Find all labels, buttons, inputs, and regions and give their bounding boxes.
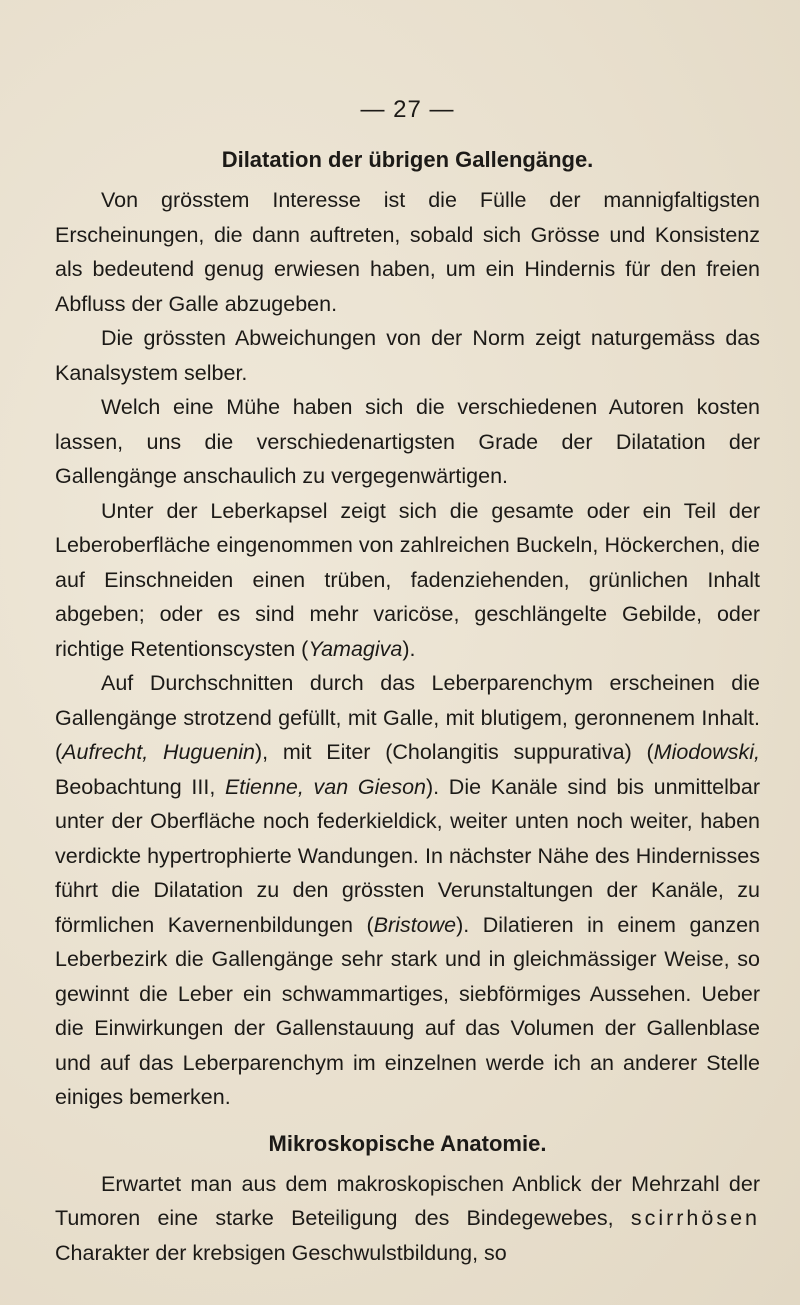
paragraph-1: Von grösstem Interesse ist die Fülle der mannigfaltigsten Erscheinungen, die dann auftreten, sobald sich Grösse und Konsistenz als bedeutend genug erwiesen haben, um ein Hindernis für den freien Abfluss der Galle abzugeben.: [55, 188, 760, 316]
citation-etienne-van-gieson: Etienne, van Gieson: [224, 774, 426, 799]
section-heading-mikroskopische-anatomie: Mikroskopische Anatomie.: [268, 1130, 547, 1156]
paragraph-6: [55, 1167, 760, 1271]
paragraph-4-text-a: Unter der Leberkapsel zeigt sich die gesamte oder ein Teil der Leberoberfläche eingenommen von zahlreichen Buckeln, Höckerchen, die auf Einschneiden einen trüben, fadenziehenden, grünlichen Inhalt abgeben; oder es sind mehr varicöse, geschlängelte Gebilde, oder richtige Retentionscysten (: [55, 498, 760, 661]
citation-yamagiva: Yamagiva: [308, 636, 403, 661]
section-heading-dilatation: Dilatation der übrigen Gallengänge.: [221, 147, 594, 172]
paragraph-4-text-b: ).: [402, 636, 416, 661]
paragraph-5-text-c: Beobachtung III,: [55, 774, 225, 799]
paragraph-3: Welch eine Mühe haben sich die verschiedenen Autoren kosten lassen, uns die verschiedenartigsten Grade der Dilatation der Gallengänge anschaulich zu vergegenwärtigen.: [55, 395, 760, 488]
paragraph-4: [55, 494, 760, 667]
paragraph-5: [55, 666, 760, 1115]
citation-bristowe: Bristowe: [373, 912, 457, 937]
document-page: [55, 95, 760, 1270]
page-number: — 27 —: [360, 96, 455, 123]
citation-miodowski: Miodowski,: [653, 740, 760, 764]
paragraph-5-text-b: ), mit Eiter (Cholangitis suppurativa) (: [255, 740, 654, 764]
paragraph-6-text-b: Charakter der krebsigen Geschwulstbildung, so: [55, 1240, 507, 1265]
citation-aufrecht-huguenin: Aufrecht, Huguenin: [62, 740, 255, 764]
paragraph-6-text-a: Erwartet man aus dem makroskopischen Anblick der Mehrzahl der Tumoren eine starke Beteiligung des Bindegewebes,: [55, 1171, 760, 1230]
paragraph-5-text-a: Auf Durchschnitten durch das Leberparenchym erscheinen die Gallengänge strotzend gefüllt, mit Galle, mit blutigem, geronnenem Inhalt. (: [55, 671, 760, 764]
spaced-word-scirrhoesen: scirrhösen: [630, 1206, 760, 1230]
paragraph-5-text-d: ). Die Kanäle sind bis unmittelbar unter der Oberfläche noch federkieldick, weiter unten noch weiter, haben verdickte hypertrophierte Wandungen. In nächster Nähe des Hindernisses führt die Dilatation zu den grössten Verunstaltungen der Kanäle, zu förmlichen Kavernenbildungen (: [55, 774, 760, 937]
paragraph-5-text-e: ). Dilatieren in einem ganzen Leberbezirk die Gallengänge sehr stark und in gleichmässiger Weise, so gewinnt die Leber ein schwammartiges, siebförmiges Aussehen. Ueber die Einwirkungen der Gallenstauung auf das Volumen der Gallenblase und auf das Leberparenchym im einzelnen werde ich an anderer Stelle einiges bemerken.: [55, 912, 760, 1109]
paragraph-2: Die grössten Abweichungen von der Norm zeigt naturgemäss das Kanalsystem selber.: [55, 326, 760, 385]
